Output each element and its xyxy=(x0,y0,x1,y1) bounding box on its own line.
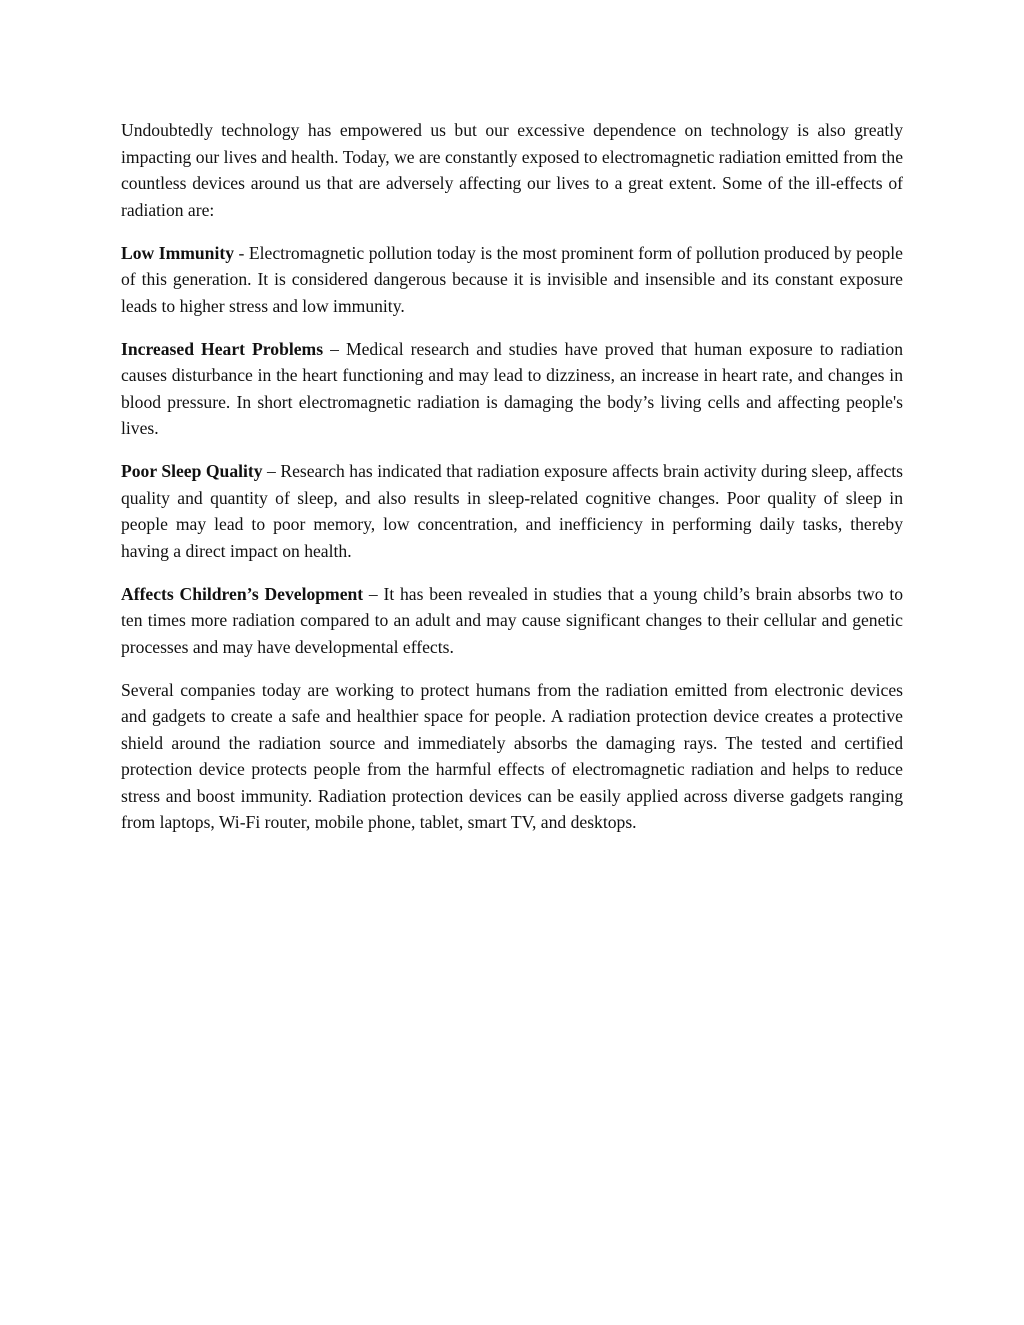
section-separator: – xyxy=(323,338,346,359)
section-low-immunity xyxy=(121,240,903,320)
section-body-heart-problems: Medical research and studies have proved that human exposure to radiation causes disturbance in the heart functioning and may lead to dizziness, an increase in heart rate, and changes in blood pressure. In short electromagnetic radiation is damaging the body’s living cells and affecting people's lives. xyxy=(121,338,903,438)
section-heading-low-immunity: Low Immunity xyxy=(121,242,235,263)
section-body-low-immunity: Electromagnetic pollution today is the most prominent form of pollution produced by people of this generation. It is considered dangerous because it is invisible and insensible and its constant exposure leads to higher stress and low immunity. xyxy=(121,242,903,316)
section-separator: - xyxy=(234,242,249,263)
section-heart-problems xyxy=(121,336,903,442)
section-sleep-quality xyxy=(121,458,903,564)
section-children-development xyxy=(121,581,903,661)
intro-paragraph: Undoubtedly technology has empowered us but our excessive dependence on technology is also greatly impacting our lives and health. Today, we are constantly exposed to electromagnetic radiation emitted from the countless devices around us that are adversely affecting our lives to a great extent. Some of the ill-effects of radiation are: xyxy=(121,120,903,220)
section-body-children-development: It has been revealed in studies that a young child’s brain absorbs two to ten times more radiation compared to an adult and may cause significant changes to their cellular and genetic processes and may have developmental effects. xyxy=(121,583,904,657)
section-heading-sleep-quality: Poor Sleep Quality xyxy=(121,461,263,481)
section-body-sleep-quality: Research has indicated that radiation exposure affects brain activity during sleep, affects quality and quantity of sleep, and also results in sleep-related cognitive changes. Poor quality of sleep in people may lead to poor memory, low concentration, and inefficiency in performing daily tasks, thereby having a direct impact on health. xyxy=(121,461,904,561)
section-heading-children-development: Affects Children’s Development xyxy=(121,583,364,604)
closing-paragraph: Several companies today are working to protect humans from the radiation emitted from electronic devices and gadgets to create a safe and healthier space for people. A radiation protection device creates a protective shield around the radiation source and immediately absorbs the damaging rays. The tested and certified protection device protects people from the harmful effects of electromagnetic radiation and helps to reduce stress and boost immunity. Radiation protection devices can be easily applied across diverse gadgets ranging from laptops, Wi-Fi router, mobile phone, tablet, smart TV, and desktops. xyxy=(121,679,903,832)
document-body xyxy=(121,117,903,852)
section-separator: – xyxy=(262,461,281,481)
section-heading-heart-problems: Increased Heart Problems xyxy=(121,338,324,359)
section-separator: – xyxy=(363,583,384,604)
